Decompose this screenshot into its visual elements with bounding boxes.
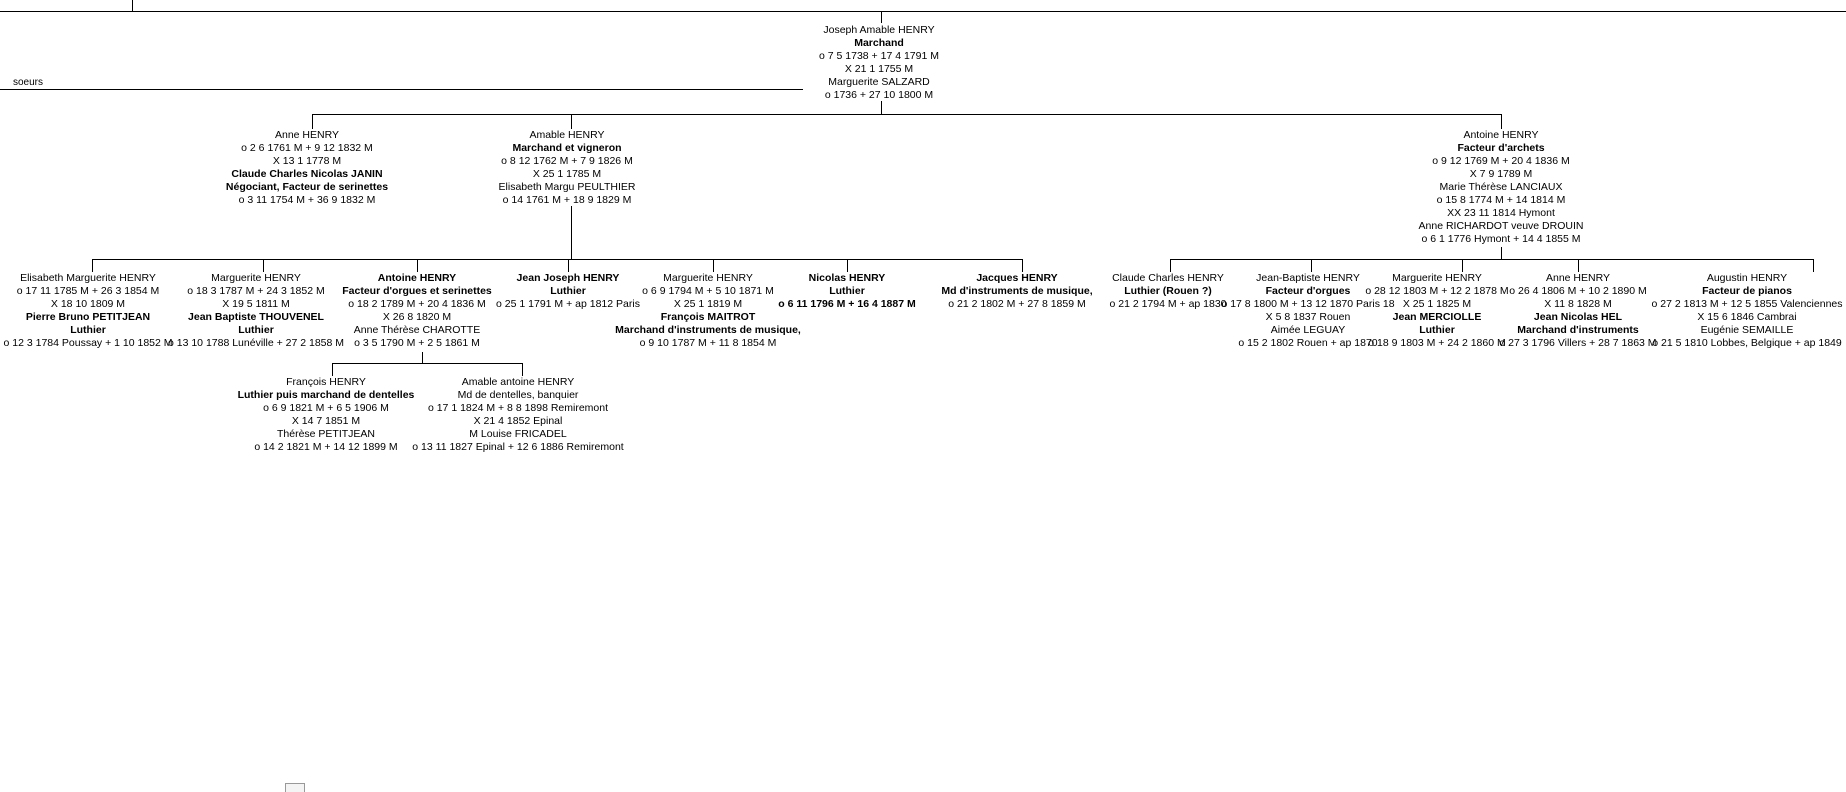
dates-line: o 21 2 1794 M + ap 1830 [1109,298,1227,310]
marriage-line: X 25 1 1825 M [1402,298,1472,310]
soeurs-label: soeurs [13,77,44,88]
spouse-line: Jean Nicolas HEL [1533,311,1623,323]
person-anne-henry [226,129,388,207]
name-line: Jacques HENRY [976,272,1058,284]
name-line: Amable HENRY [529,129,605,141]
person-augustin-henry [1652,272,1843,350]
name-line: Marguerite HENRY [1392,272,1482,284]
spouse-line: Anne Thérèse CHAROTTE [353,324,481,336]
name-line: Marguerite HENRY [663,272,753,284]
dates-line: o 7 5 1738 + 17 4 1791 M [819,50,939,62]
dates-line: o 17 8 1800 M + 13 12 1870 Paris 18 [1221,298,1395,310]
marriage-line: X 13 1 1778 M [272,155,342,167]
person-antoine-henry [1419,129,1584,246]
occupation-line: Md de dentelles, banquier [457,389,579,401]
person-marguerite-henry-1794 [615,272,801,350]
spouse-occupation-line: Luthier [1419,324,1455,336]
dates-line: o 26 4 1806 M + 10 2 1890 M [1509,285,1647,297]
marriage-line: X 21 4 1852 Epinal [473,415,563,427]
marriage-line: X 21 1 1755 M [844,63,914,75]
dates-line: o 21 2 1802 M + 27 8 1859 M [948,298,1086,310]
occupation-line: Luthier [550,285,586,297]
occupation-line: Luthier (Rouen ?) [1124,285,1212,297]
spouse-line: Jean MERCIOLLE [1392,311,1482,323]
spouse-line: Marguerite SALZARD [828,76,930,88]
spouse-dates-line: o 12 3 1784 Poussay + 1 10 1852 M [3,337,173,349]
dates-line: o 18 2 1789 M + 20 4 1836 M [348,298,486,310]
marriage-line: X 25 1 1785 M [532,168,602,180]
person-amable-antoine-henry [412,376,623,454]
occupation-line: Facteur d'orgues et serinettes [342,285,492,297]
spouse-occupation-line: Marchand d'instruments de musique, [615,324,801,336]
spouse-line: Aimée LEGUAY [1270,324,1346,336]
spouse-dates-line: o 14 2 1821 M + 14 12 1899 M [254,441,398,453]
dates-line: o 6 9 1821 M + 6 5 1906 M [263,402,389,414]
second-marriage-line: XX 23 11 1814 Hymont [1447,207,1555,219]
dates-line: o 27 2 1813 M + 12 5 1855 Valenciennes [1651,298,1843,310]
spouse-dates-line: o 3 5 1790 M + 2 5 1861 M [354,337,480,349]
occupation-line: Facteur d'archets [1457,142,1545,154]
spouse-occupation-line: Marchand d'instruments [1517,324,1639,336]
spouse-dates-line: o 27 3 1796 Villers + 28 7 1863 M [1499,337,1657,349]
name-line: Marguerite HENRY [211,272,301,284]
dates-line: o 17 1 1824 M + 8 8 1898 Remiremont [427,402,609,414]
person-antoine-henry-1789 [342,272,492,350]
spouse-dates-line: o 15 2 1802 Rouen + ap 1870 [1238,337,1378,349]
spouse-line: Jean Baptiste THOUVENEL [188,311,324,323]
spouse-dates-line: o 14 1761 M + 18 9 1829 M [502,194,632,206]
dates-line: o 8 12 1762 M + 7 9 1826 M [501,155,633,167]
spouse-line: Elisabeth Margu PEULTHIER [498,181,636,193]
person-francois-henry [238,376,415,454]
name-line: Elisabeth Marguerite HENRY [20,272,156,284]
spouse-line: François MAITROT [660,311,756,323]
name-line: Jean-Baptiste HENRY [1256,272,1360,284]
dates-line: o 25 1 1791 M + ap 1812 Paris [496,298,640,310]
occupation-line: Luthier [829,285,865,297]
name-line: François HENRY [286,376,366,388]
spouse-dates-line: o 21 5 1810 Lobbes, Belgique + ap 1849 [1652,337,1842,349]
spouse-occupation-line: Négociant, Facteur de serinettes [225,181,389,193]
spouse-occupation-line: Luthier [70,324,106,336]
name-line: Augustin HENRY [1706,272,1788,284]
spouse-occupation-line: Luthier [238,324,274,336]
name-line: Amable antoine HENRY [461,376,575,388]
spouse-line: Thérèse PETITJEAN [276,428,376,440]
person-marguerite-henry-1787 [168,272,344,350]
name-line: Joseph Amable HENRY [823,24,935,36]
person-elisabeth-marguerite-henry [4,272,173,350]
person-amable-henry [499,129,636,207]
name-line: Claude Charles HENRY [1112,272,1224,284]
name-line: Anne HENRY [1545,272,1611,284]
person-joseph-amable-henry [819,24,939,102]
person-jacques-henry [941,272,1092,311]
spouse-dates-line: o 13 11 1827 Epinal + 12 6 1886 Remiremont [412,441,624,453]
spouse-dates-line: o 3 11 1754 M + 36 9 1832 M [238,194,376,206]
marriage-line: X 11 8 1828 M [1544,298,1612,310]
dates-line: o 2 6 1761 M + 9 12 1832 M [241,142,373,154]
person-nicolas-henry [778,272,915,311]
spouse-line: Pierre Bruno PETITJEAN [25,311,151,323]
spouse-line: M Louise FRICADEL [469,428,567,440]
name-line: Antoine HENRY [377,272,457,284]
marriage-line: X 14 7 1851 M [291,415,361,427]
occupation-line: Marchand [854,37,904,49]
dates-line: o 6 9 1794 M + 5 10 1871 M [642,285,774,297]
dates-line: o 17 11 1785 M + 26 3 1854 M [16,285,160,297]
spouse-line: Eugénie SEMAILLE [1700,324,1794,336]
dates-line: o 18 3 1787 M + 24 3 1852 M [187,285,325,297]
occupation-line: Facteur d'orgues [1265,285,1351,297]
spouse-dates-line: o 9 10 1787 M + 11 8 1854 M [639,337,777,349]
name-line: Jean Joseph HENRY [516,272,620,284]
occupation-line: Facteur de pianos [1702,285,1792,297]
name-line: Anne HENRY [274,129,339,141]
dates-line: o 9 12 1769 M + 20 4 1836 M [1432,155,1570,167]
marriage-line: X 26 8 1820 M [382,311,452,323]
marriage-line: X 18 10 1809 M [50,298,126,310]
occupation-line: Luthier puis marchand de dentelles [237,389,415,401]
person-marguerite-henry-1803 [1365,272,1508,350]
name-line: Nicolas HENRY [808,272,886,284]
second-spouse-line: Anne RICHARDOT veuve DROUIN [1418,220,1584,232]
spouse-line: Claude Charles Nicolas JANIN [231,168,383,180]
marriage-line: X 5 8 1837 Rouen [1265,311,1351,323]
bottom-widget[interactable] [285,783,305,792]
marriage-line: X 15 6 1846 Cambrai [1697,311,1797,323]
spouse-dates-line: o 15 8 1774 M + 14 1814 M [1436,194,1566,206]
spouse-line: Marie Thérèse LANCIAUX [1439,181,1563,193]
marriage-line: X 7 9 1789 M [1469,168,1533,180]
occupation-line: Md d'instruments de musique, [941,285,1093,297]
person-anne-henry-1806 [1499,272,1656,350]
dates-line: o 6 11 1796 M + 16 4 1887 M [778,298,916,310]
second-spouse-dates-line: o 6 1 1776 Hymont + 14 4 1855 M [1421,233,1581,245]
spouse-dates-line: o 1736 + 27 10 1800 M [824,89,934,101]
spouse-dates-line: o 18 9 1803 M + 24 2 1860 M [1368,337,1506,349]
dates-line: o 28 12 1803 M + 12 2 1878 M [1365,285,1509,297]
occupation-line: Marchand et vigneron [512,142,622,154]
marriage-line: X 25 1 1819 M [673,298,743,310]
spouse-dates-line: o 13 10 1788 Lunéville + 27 2 1858 M [167,337,345,349]
person-claude-charles-henry [1109,272,1226,311]
name-line: Antoine HENRY [1463,129,1539,141]
marriage-line: X 19 5 1811 M [222,298,290,310]
